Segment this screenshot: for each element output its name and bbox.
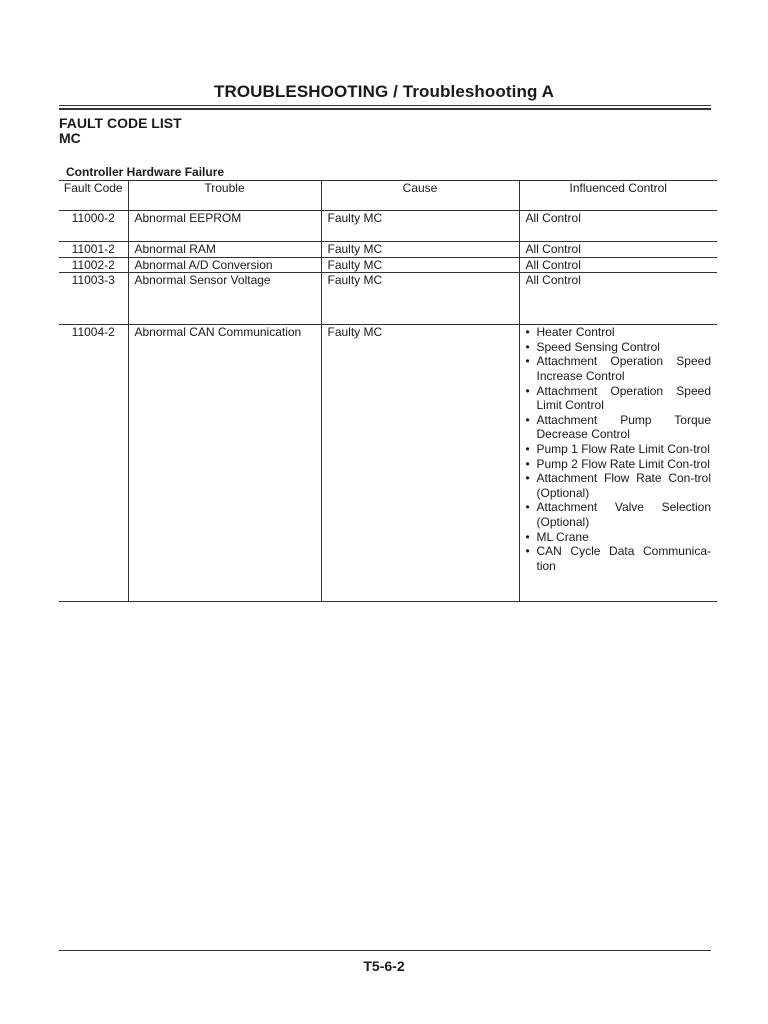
fault-code-cell: 11000-2 <box>59 211 128 242</box>
header-fault-code: Fault Code <box>59 181 128 211</box>
header-rule-thick <box>59 108 711 110</box>
section-title-line1: FAULT CODE LIST <box>59 115 182 131</box>
section-title-line2: MC <box>59 130 81 146</box>
list-item: • Attachment Pump Torque Decrease Control <box>526 413 712 442</box>
list-item: • CAN Cycle Data Communica-tion <box>526 544 712 573</box>
fault-code-cell: 11002-2 <box>59 257 128 273</box>
header-influenced-control: Influenced Control <box>519 181 717 211</box>
header-rule-thin <box>59 105 711 106</box>
table-row <box>59 273 717 325</box>
fault-code-cell: 11004-2 <box>59 325 128 602</box>
list-item: • Pump 2 Flow Rate Limit Con-trol <box>526 457 712 472</box>
influenced-control-cell: All Control <box>519 211 717 242</box>
table-row <box>59 325 717 602</box>
list-item: • Pump 1 Flow Rate Limit Con-trol <box>526 442 712 457</box>
trouble-cell: Abnormal A/D Conversion <box>128 257 321 273</box>
section-title <box>59 116 182 146</box>
footer-rule <box>59 950 711 951</box>
trouble-cell: Abnormal CAN Communication <box>128 325 321 602</box>
fault-code-cell: 11001-2 <box>59 242 128 258</box>
trouble-cell: Abnormal RAM <box>128 242 321 258</box>
header-cause: Cause <box>321 181 519 211</box>
header-trouble: Trouble <box>128 181 321 211</box>
influenced-control-cell: All Control <box>519 242 717 258</box>
list-item: • Heater Control <box>526 325 712 340</box>
list-item: • Attachment Operation Speed Increase Control <box>526 354 712 383</box>
cause-cell: Faulty MC <box>321 325 519 602</box>
influenced-control-cell <box>519 325 717 602</box>
fault-code-cell: 11003-3 <box>59 273 128 325</box>
table-header-row <box>59 181 717 211</box>
subsection-title: Controller Hardware Failure <box>66 165 225 179</box>
table-row <box>59 242 717 258</box>
trouble-cell: Abnormal EEPROM <box>128 211 321 242</box>
influenced-control-cell: All Control <box>519 273 717 325</box>
list-item: • ML Crane <box>526 530 712 545</box>
trouble-cell: Abnormal Sensor Voltage <box>128 273 321 325</box>
cause-cell: Faulty MC <box>321 211 519 242</box>
influenced-control-cell: All Control <box>519 257 717 273</box>
page-number: T5-6-2 <box>363 958 405 974</box>
list-item: • Attachment Flow Rate Con-trol (Optional) <box>526 471 712 500</box>
cause-cell: Faulty MC <box>321 242 519 258</box>
list-item: • Attachment Valve Selection (Optional) <box>526 500 712 529</box>
influenced-control-list <box>526 325 712 573</box>
list-item: • Speed Sensing Control <box>526 340 712 355</box>
table-row <box>59 211 717 242</box>
cause-cell: Faulty MC <box>321 257 519 273</box>
fault-code-table <box>59 180 717 602</box>
table-row <box>59 257 717 273</box>
list-item: • Attachment Operation Speed Limit Control <box>526 384 712 413</box>
cause-cell: Faulty MC <box>321 273 519 325</box>
page-header-title: TROUBLESHOOTING / Troubleshooting A <box>213 82 555 101</box>
